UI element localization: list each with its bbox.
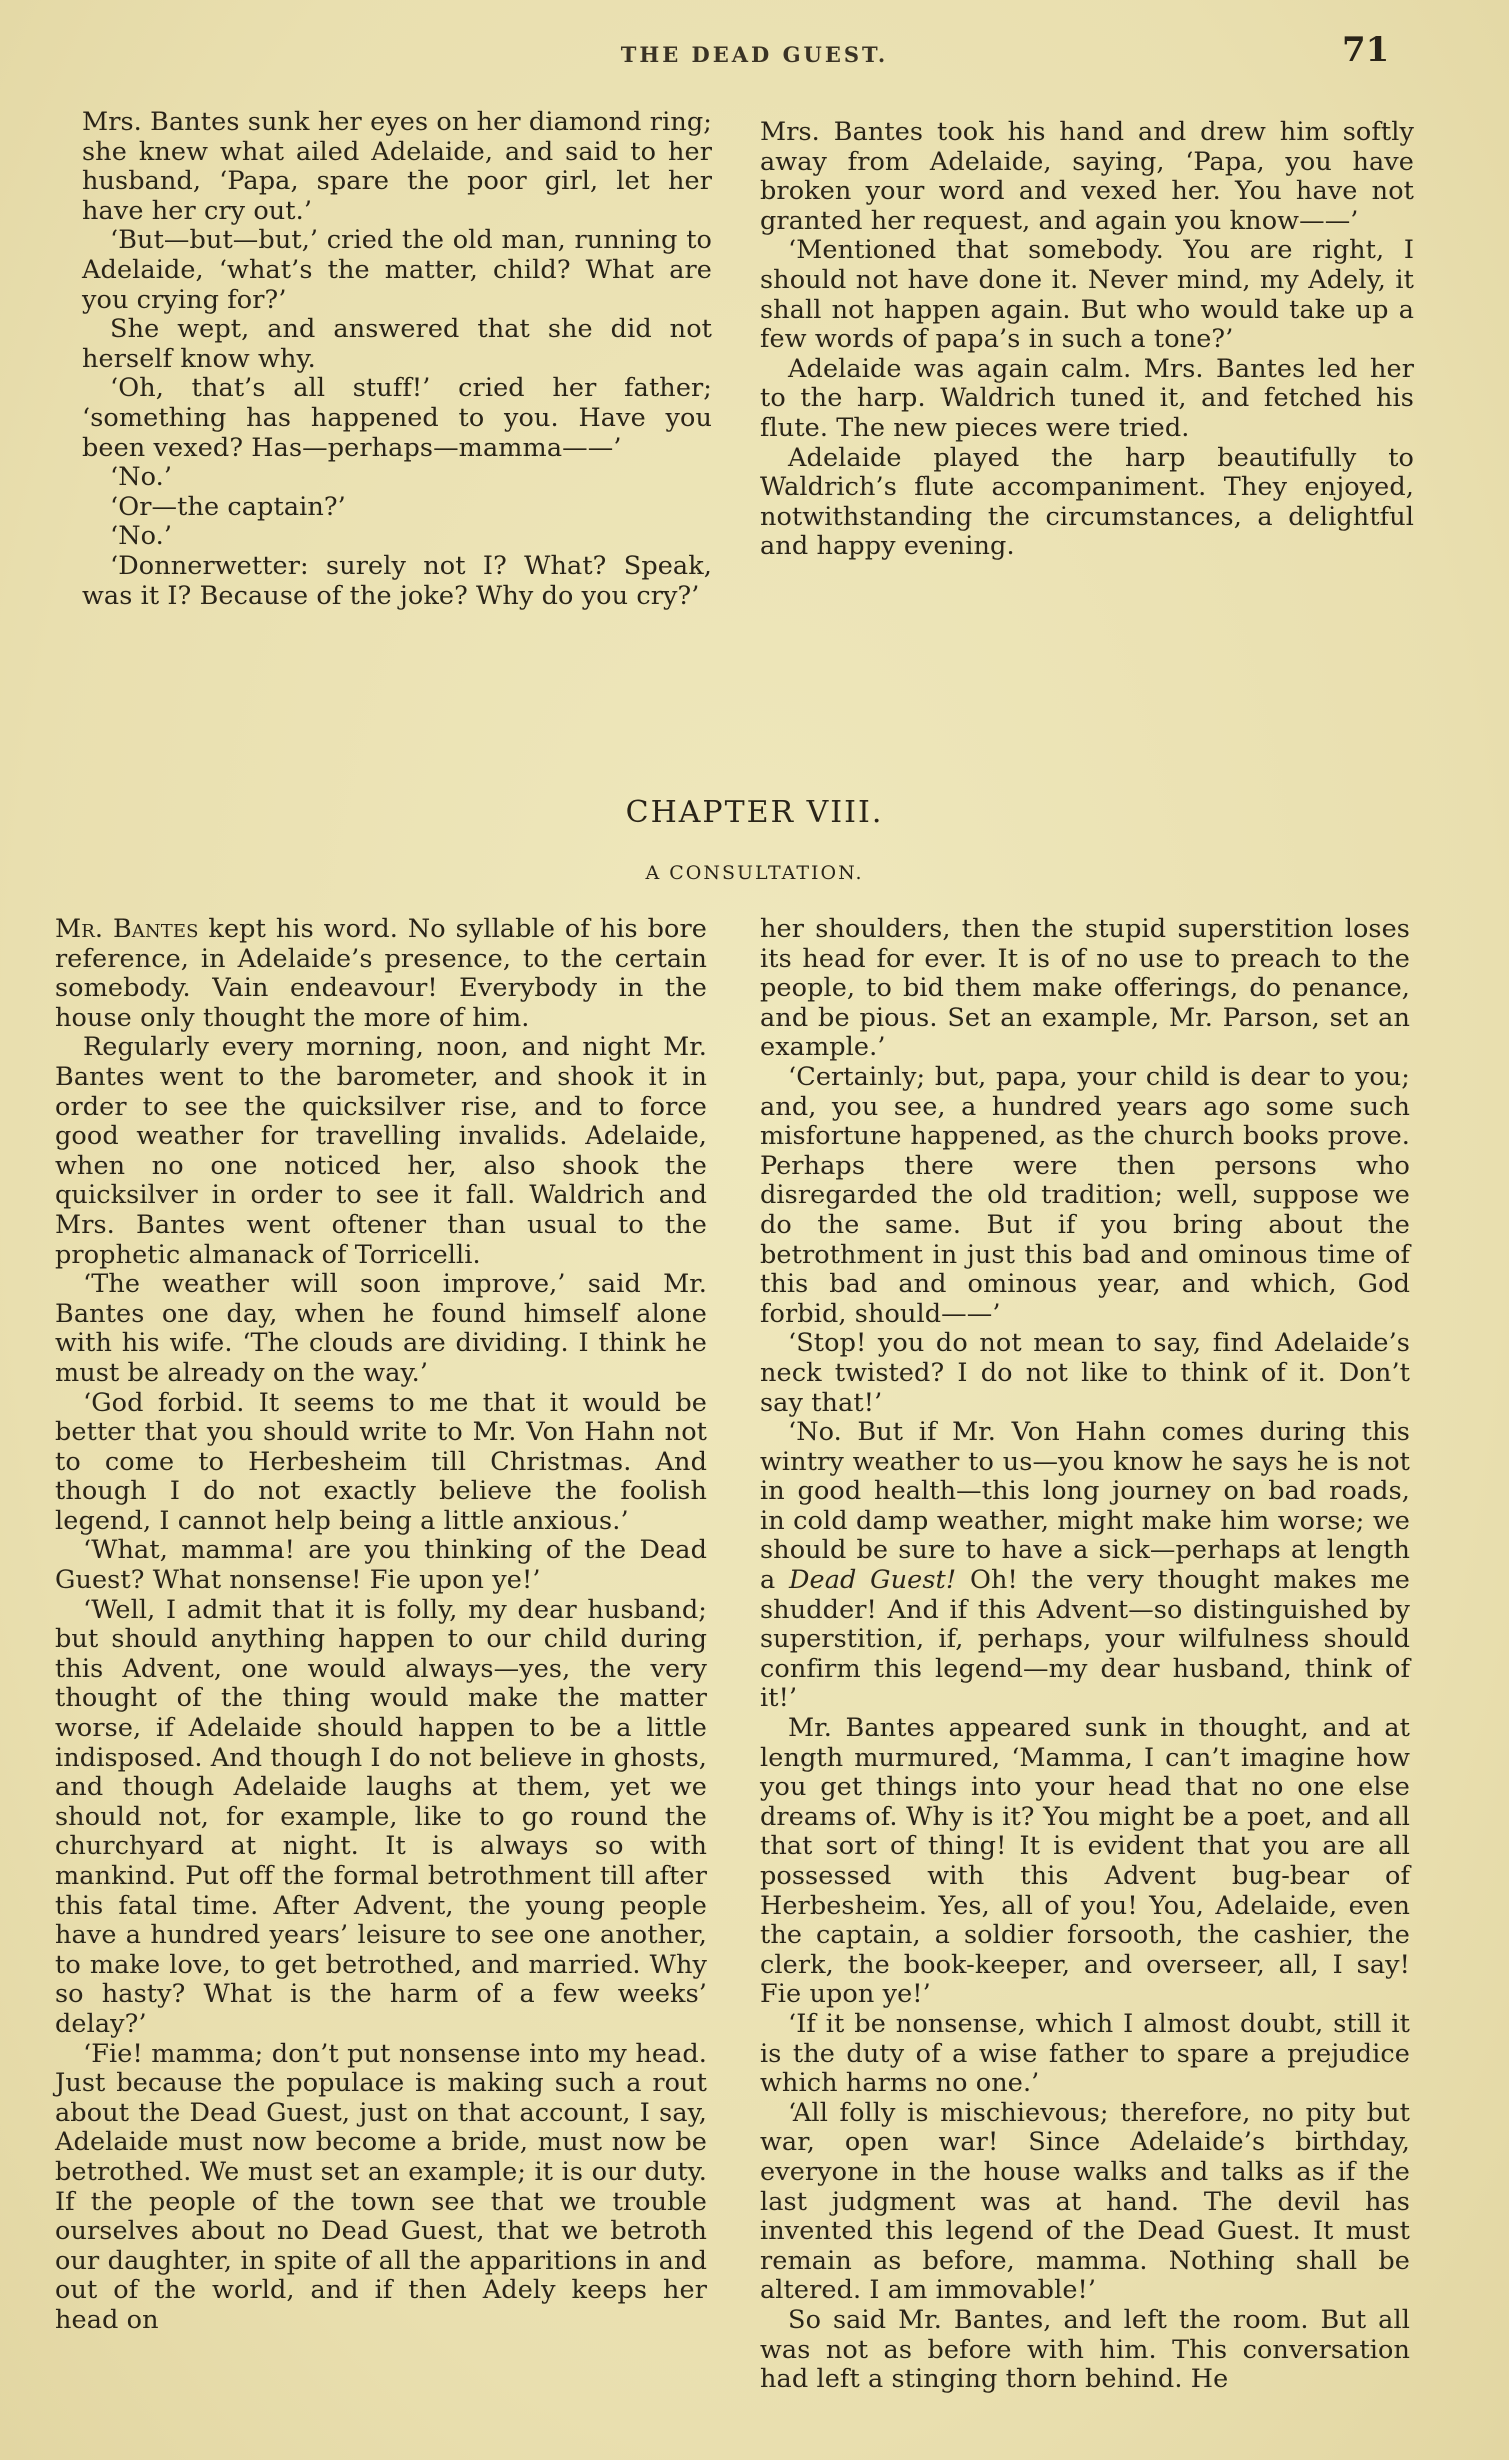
paragraph-with-italic <box>760 1418 1410 1714</box>
bottom-left-column <box>55 915 707 2336</box>
paragraph: ‘God forbid. It seems to me that it would be better that you should write to Mr. Von Hahn not to come to Herbesheim till Christmas. And though I do not exactly believe the foolish legend, I cannot help being a little anxious.’ <box>55 1387 707 1536</box>
bottom-right-column <box>760 915 1410 2395</box>
paragraph: Regularly every morning, noon, and night Mr. Bantes went to the barometer, and shook it in order to see the quicksilver rise, and to force good weather for travelling invalids. Adelaide, when no one noticed her, also shook the quicksilver in order to see it fall. Waldrich and Mrs. Bantes went oftener than usual to the prophetic almanack of Torricelli. <box>55 1032 707 1270</box>
paragraph: So said Mr. Bantes, and left the room. But all was not as before with him. This conversation had left a stinging thorn behind. He <box>760 2304 1410 2395</box>
paragraph: ‘Oh, that’s all stuff!’ cried her father; ‘something has happened to you. Have you been vexed? Has—perhaps—mamma——’ <box>82 373 712 463</box>
paragraph: Adelaide played the harp beautifully to Waldrich’s flute accompaniment. They enjoyed, notwithstanding the circumstances, a delightful and happy evening. <box>760 442 1414 562</box>
page-number: 71 <box>1342 30 1390 70</box>
paragraph: Mrs. Bantes sunk her eyes on her diamond ring; she knew what ailed Adelaide, and said to her husband, ‘Papa, spare the poor girl, let her have her cry out.’ <box>82 107 712 226</box>
opening-paragraph <box>55 915 707 1033</box>
paragraph: ‘All folly is mischievous; therefore, no pity but war, open war! Since Adelaide’s birthday, everyone in the house walks and talks as if the last judgment was at hand. The devil has invented this legend of the Dead Guest. It must remain as before, mamma. Nothing shall be altered. I am immovable!’ <box>760 2097 1410 2306</box>
paragraph: ‘Certainly; but, papa, your child is dear to you; and, you see, a hundred years ago some such misfortune happened, as the church books prove. Perhaps there were then persons who disregarded the old tradition; well, suppose we do the same. But if you bring about the betrothment in just this bad and ominous time of this bad and ominous year, and which, God forbid, should——’ <box>760 1061 1410 1329</box>
paragraph: ‘If it be nonsense, which I almost doubt, still it is the duty of a wise father to spare a prejudice which harms no one.’ <box>760 2008 1410 2099</box>
paragraph: ‘Well, I admit that it is folly, my dear husband; but should anything happen to our child during this Advent, one would always—yes, the very thought of the thing would make the matter worse, if Adelaide should happen to be a little indisposed. And though I do not believe in ghosts, and though Adelaide laughs at them, yet we should not, for example, like to go round the churchyard at night. It is always so with mankind. Put off the formal betrothment till after this fatal time. After Advent, the young people have a hundred years’ leisure to see one another, to make love, to get betrothed, and married. Why so hasty? What is the harm of a few weeks’ delay?’ <box>55 1594 707 2039</box>
italic-phrase: Dead Guest! <box>789 1565 957 1596</box>
paragraph: ‘Mentioned that somebody. You are right, I should not have done it. Never mind, my Adely, it shall not happen again. But who would take up a few words of papa’s in such a tone?’ <box>760 235 1414 355</box>
opening-text: kept his word. No syllable of his bore reference, in Adelaide’s presence, to the certain somebody. Vain endeavour! Everybody in the house only thought the more of him. <box>55 914 707 1033</box>
paragraph: ‘No.’ <box>110 462 173 493</box>
paragraph: ‘The weather will soon improve,’ said Mr. Bantes one day, when he found himself alone with his wife. ‘The clouds are dividing. I think he must be already on the way.’ <box>55 1269 707 1388</box>
paragraph: ‘What, mamma! are you thinking of the Dead Guest? What nonsense! Fie upon ye!’ <box>55 1535 707 1596</box>
paragraph: ‘Fie! mamma; don’t put nonsense into my head. Just because the populace is making such a rout about the Dead Guest, just on that account, I say, Adelaide must now become a bride, must now be betrothed. We must set an example; it is our duty. If the people of the town see that we trouble ourselves about no Dead Guest, that we betroth our daughter, in spite of all the apparitions in and out of the world, and if then Adely keeps her head on <box>55 2038 707 2335</box>
paragraph: Mrs. Bantes took his hand and drew him softly away from Adelaide, saying, ‘Papa, you have broken your word and vexed her. You have not granted her request, and again you know——’ <box>760 117 1414 236</box>
chapter-title: CHAPTER VIII. <box>625 795 884 830</box>
chapter-subtitle: A CONSULTATION. <box>645 862 864 884</box>
top-left-column <box>82 108 712 611</box>
paragraph: ‘Donnerwetter: surely not I? What? Speak, was it I? Because of the joke? Why do you cry?’ <box>82 550 712 611</box>
text-run: ‘No. But if Mr. Von Hahn comes during this wintry weather to us—you know he says he is not in good health—this long journey on bad roads, in cold damp weather, might make him worse; we should be sure to have a sick—perhaps at length a <box>760 1417 1410 1596</box>
paragraph: She wept, and answered that she did not herself know why. <box>82 314 712 374</box>
running-title: THE DEAD GUEST. <box>620 42 889 67</box>
top-right-column <box>760 118 1414 562</box>
paragraph: ‘But—but—but,’ cried the old man, running to Adelaide, ‘what’s the matter, child? What are you crying for?’ <box>82 225 712 315</box>
paragraph: ‘Stop! you do not mean to say, find Adelaide’s neck twisted? I do not like to think of it. Don’t say that!’ <box>760 1328 1410 1418</box>
lead-small-caps: Mr. Bantes <box>55 914 199 944</box>
paragraph: Adelaide was again calm. Mrs. Bantes led her to the harp. Waldrich tuned it, and fetched his flute. The new pieces were tried. <box>760 353 1414 443</box>
paragraph: ‘No.’ <box>110 521 173 552</box>
paragraph: her shoulders, then the stupid superstition loses its head for ever. It is of no use to preach to the people, to bid them make offerings, do penance, and be pious. Set an example, Mr. Parson, set an example.’ <box>760 914 1410 1063</box>
text-run: Oh! the very thought makes me shudder! And if this Advent—so distinguished by superstition, if, perhaps, your wilfulness should confirm this legend—my dear husband, think of it!’ <box>760 1565 1411 1714</box>
paragraph: Mr. Bantes appeared sunk in thought, and at length murmured, ‘Mamma, I can’t imagine how you get things into your head that no one else dreams of. Why is it? You might be a poet, and all that sort of thing! It is evident that you are all possessed with this Advent bug-bear of Herbesheim. Yes, all of you! You, Adelaide, even the captain, a soldier forsooth, the cashier, the clerk, the book-keeper, and overseer, all, I say! Fie upon ye!’ <box>760 1713 1410 2010</box>
paragraph: ‘Or—the captain?’ <box>110 491 346 522</box>
